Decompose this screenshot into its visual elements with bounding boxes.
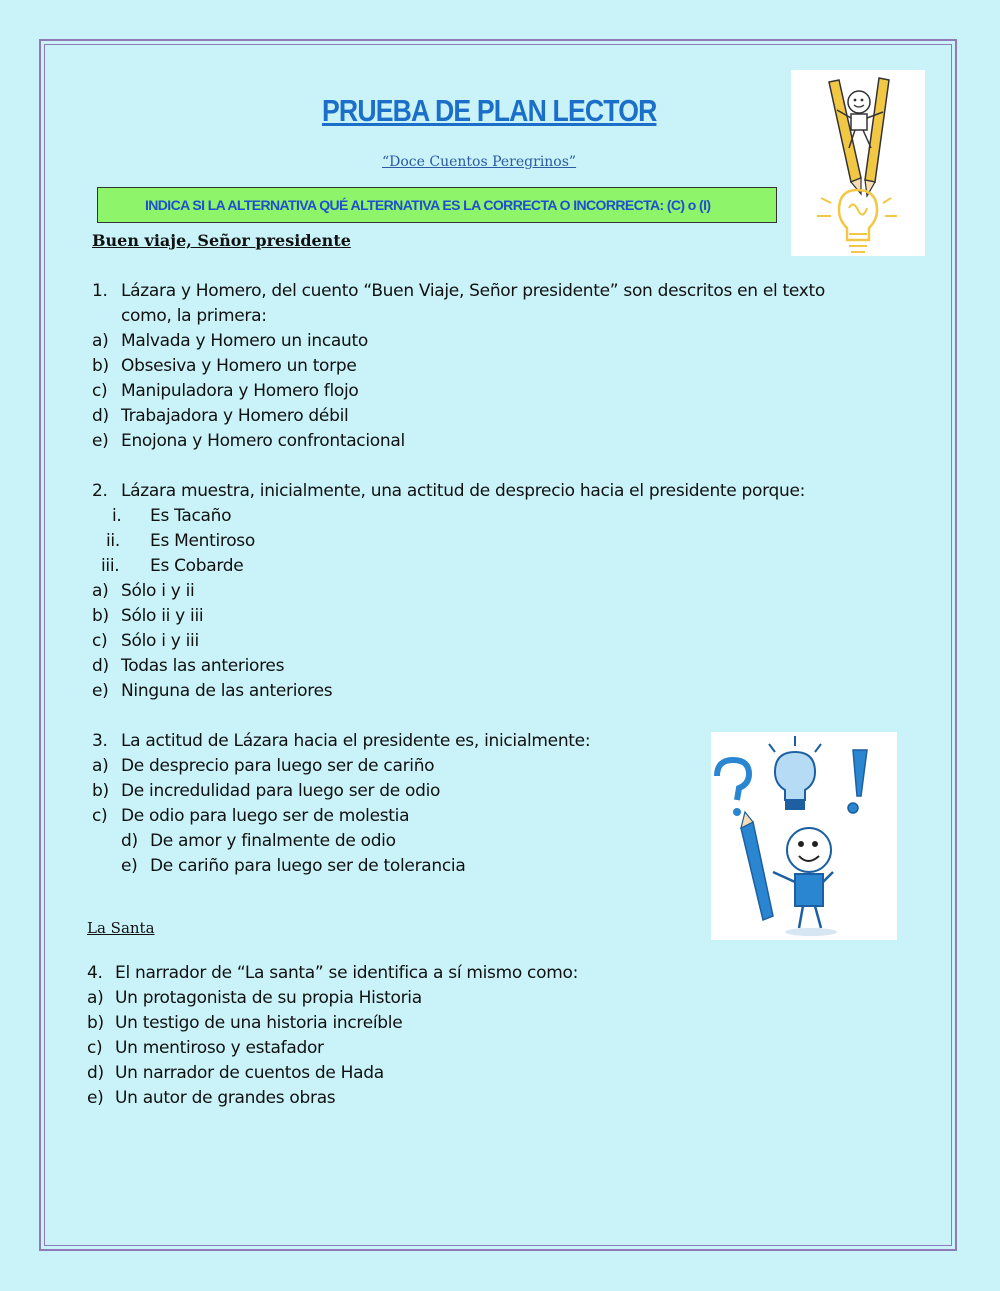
stickman-pencils-icon [791, 70, 925, 256]
option-text: Trabajadora y Homero débil [121, 406, 349, 426]
option[interactable] [87, 1063, 384, 1083]
option-label: b) [92, 606, 109, 626]
option-label: a) [92, 331, 109, 351]
option-label: c) [92, 806, 108, 826]
option[interactable] [92, 631, 199, 651]
stickman-question-illustration [711, 732, 897, 940]
stickman-question-icon [711, 732, 897, 940]
option-label: b) [87, 1013, 104, 1033]
option[interactable] [92, 756, 435, 776]
option[interactable] [121, 856, 466, 876]
question-text: La actitud de Lázara hacia el presidente es, inicialmente: [121, 731, 591, 751]
option-label: a) [87, 988, 104, 1008]
option-text: Un mentiroso y estafador [115, 1038, 324, 1058]
option[interactable] [92, 431, 405, 451]
option-text: Un testigo de una historia increíble [115, 1013, 403, 1033]
option-label: c) [92, 381, 108, 401]
option-label: d) [87, 1063, 104, 1083]
option-label: d) [121, 831, 138, 851]
option[interactable] [87, 1088, 336, 1108]
question-text: El narrador de “La santa” se identifica a sí mismo como: [115, 963, 578, 983]
question-number: 4. [87, 963, 103, 983]
option[interactable] [92, 381, 359, 401]
option-text: Malvada y Homero un incauto [121, 331, 368, 351]
roman-label: i. [112, 506, 122, 526]
question-number: 1. [92, 281, 108, 301]
page-title: PRUEBA DE PLAN LECTOR [322, 93, 657, 128]
option[interactable] [92, 656, 285, 676]
option-label: e) [92, 681, 109, 701]
question-text-continued: como, la primera: [121, 306, 267, 326]
option-label: d) [92, 406, 109, 426]
option-text: Un protagonista de su propia Historia [115, 988, 422, 1008]
option-label: c) [92, 631, 108, 651]
option-text: Un autor de grandes obras [115, 1088, 336, 1108]
option[interactable] [92, 406, 349, 426]
option[interactable] [87, 988, 422, 1008]
roman-text: Es Mentiroso [150, 531, 255, 551]
option[interactable] [92, 681, 333, 701]
option-text: Sólo i y iii [121, 631, 199, 651]
option-text: De odio para luego ser de molestia [121, 806, 410, 826]
roman-text: Es Cobarde [150, 556, 244, 576]
option-text: De desprecio para luego ser de cariño [121, 756, 435, 776]
question-text: Lázara muestra, inicialmente, una actitud de desprecio hacia el presidente porque: [121, 481, 806, 501]
option[interactable] [92, 581, 195, 601]
option[interactable] [92, 806, 410, 826]
option[interactable] [92, 331, 368, 351]
option[interactable] [87, 1038, 324, 1058]
option-label: b) [92, 356, 109, 376]
option-text: De cariño para luego ser de tolerancia [150, 856, 466, 876]
option-text: Todas las anteriores [121, 656, 285, 676]
option-text: Un narrador de cuentos de Hada [115, 1063, 384, 1083]
option-label: a) [92, 756, 109, 776]
instruction-box [97, 187, 777, 223]
option-label: e) [87, 1088, 104, 1108]
section-heading-la-santa: La Santa [87, 919, 155, 937]
option-label: e) [121, 856, 138, 876]
option[interactable] [121, 831, 396, 851]
option[interactable] [92, 606, 204, 626]
option-label: d) [92, 656, 109, 676]
option-text: De amor y finalmente de odio [150, 831, 396, 851]
option-text: Ninguna de las anteriores [121, 681, 333, 701]
stickman-pencils-illustration [791, 70, 925, 256]
option-label: a) [92, 581, 109, 601]
option[interactable] [92, 356, 357, 376]
option-text: Sólo i y ii [121, 581, 195, 601]
roman-label: iii. [101, 556, 120, 576]
book-subtitle: “Doce Cuentos Peregrinos” [382, 154, 577, 170]
option-label: e) [92, 431, 109, 451]
option-label: b) [92, 781, 109, 801]
question-text: Lázara y Homero, del cuento “Buen Viaje, Señor presidente” son descritos en el texto [121, 281, 826, 301]
option-label: c) [87, 1038, 103, 1058]
question-number: 2. [92, 481, 108, 501]
section-heading-buen-viaje: Buen viaje, Señor presidente [92, 231, 351, 250]
option[interactable] [92, 781, 441, 801]
option-text: Manipuladora y Homero flojo [121, 381, 359, 401]
roman-label: ii. [106, 531, 120, 551]
instruction-text: INDICA SI LA ALTERNATIVA QUÉ ALTERNATIVA ES LA CORRECTA O INCORRECTA: (C) o (I) [145, 197, 711, 213]
option[interactable] [87, 1013, 403, 1033]
option-text: Obsesiva y Homero un torpe [121, 356, 357, 376]
option-text: De incredulidad para luego ser de odio [121, 781, 441, 801]
option-text: Sólo ii y iii [121, 606, 204, 626]
question-number: 3. [92, 731, 108, 751]
option-text: Enojona y Homero confrontacional [121, 431, 405, 451]
roman-text: Es Tacaño [150, 506, 232, 526]
